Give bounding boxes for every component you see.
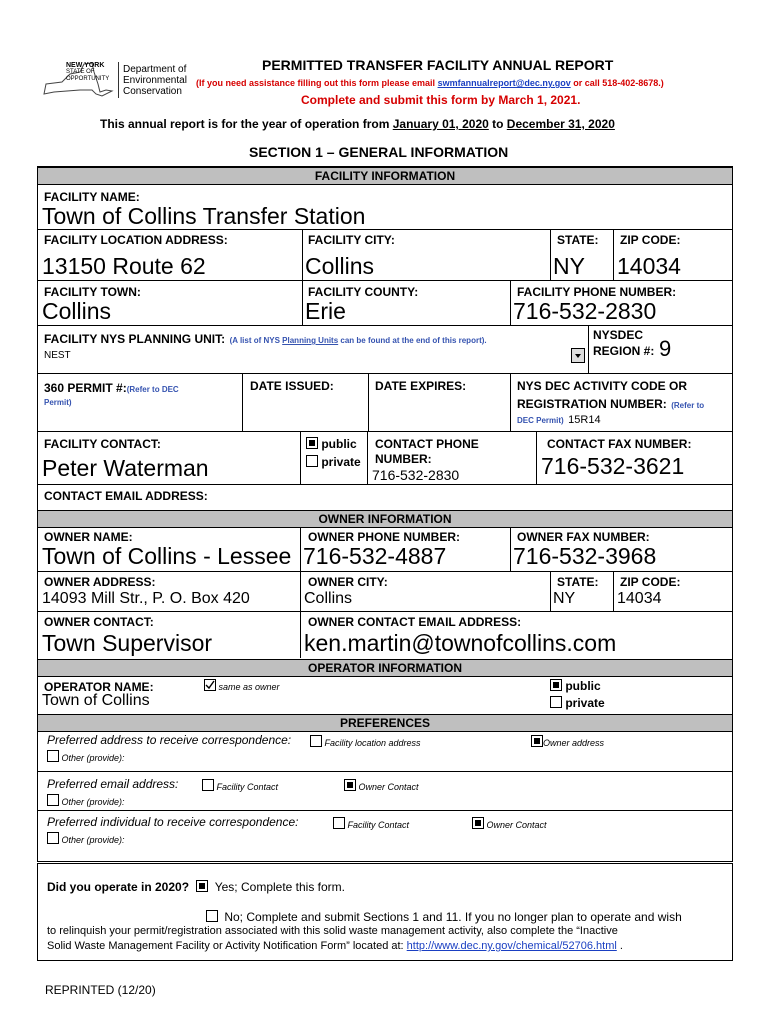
facility-phone-field[interactable]: 716-532-2830 xyxy=(513,298,657,324)
activity-note-1: (Refer to xyxy=(671,401,705,410)
year-from: January 01, 2020 xyxy=(392,117,489,131)
inactive-form-link[interactable]: http://www.dec.ny.gov/chemical/52706.html xyxy=(406,940,617,952)
facility-state-label: STATE: xyxy=(557,233,599,247)
contact-email-label: CONTACT EMAIL ADDRESS: xyxy=(44,489,208,503)
pref-address-other-label: Other (provide): xyxy=(61,753,125,763)
facility-address-field[interactable]: 13150 Route 62 xyxy=(42,253,206,279)
contact-fax-field[interactable]: 716-532-3621 xyxy=(541,453,685,479)
contact-phone-label-2: NUMBER: xyxy=(375,452,432,466)
checkmark-icon xyxy=(205,680,215,690)
permit-number-cell xyxy=(44,379,179,407)
operator-private-checkbox[interactable] xyxy=(550,696,562,708)
permit-number-label: 360 PERMIT #: xyxy=(44,381,127,395)
nys-logo xyxy=(40,58,190,102)
logo-line3: OPPORTUNITY xyxy=(66,76,110,82)
assist-post: or call 518-402-8678.) xyxy=(570,78,664,88)
pref-address-owner-checkbox[interactable] xyxy=(531,735,543,747)
section-title: SECTION 1 – GENERAL INFORMATION xyxy=(249,144,509,160)
public-label: public xyxy=(321,437,357,451)
facility-info-bar: FACILITY INFORMATION xyxy=(38,167,732,185)
pref-individual-facility-label: Facility Contact xyxy=(347,820,410,830)
pref-email-owner-label: Owner Contact xyxy=(358,782,419,792)
facility-zip-field[interactable]: 14034 xyxy=(617,253,681,279)
planning-units-link[interactable]: Planning Units xyxy=(282,336,339,345)
operate-no-line1: No; Complete and submit Sections 1 and 11. If you no longer plan to operate and wish xyxy=(224,910,682,924)
operate-no-line3-pre: Solid Waste Management Facility or Activity Notification Form” located at: xyxy=(47,940,407,952)
activity-note-2: DEC Permit) xyxy=(517,416,564,425)
preferences-bar: PREFERENCES xyxy=(38,714,732,732)
operator-public-checkbox[interactable] xyxy=(550,679,562,691)
same-as-owner-label: same as owner xyxy=(218,682,280,692)
owner-zip-field[interactable]: 14034 xyxy=(617,590,662,607)
operator-private-label: private xyxy=(565,696,605,710)
facility-zip-label: ZIP CODE: xyxy=(620,233,681,247)
facility-contact-field[interactable]: Peter Waterman xyxy=(42,455,209,481)
logo-dept1: Department of xyxy=(123,64,187,75)
dropdown-arrow-icon[interactable] xyxy=(571,348,585,363)
facility-contact-label: FACILITY CONTACT: xyxy=(44,437,161,451)
operate-question-row xyxy=(47,880,345,894)
pref-address-owner-option[interactable] xyxy=(531,735,604,748)
facility-town-field[interactable]: Collins xyxy=(42,298,112,324)
pref-individual-other-checkbox[interactable] xyxy=(47,832,59,844)
logo-dept3: Conservation xyxy=(123,86,182,97)
facility-city-field[interactable]: Collins xyxy=(305,253,375,279)
pref-email-other-label: Other (provide): xyxy=(61,797,125,807)
operate-no-line3-post: . xyxy=(616,940,623,952)
planning-note-pre: (A list of NYS xyxy=(229,336,283,345)
operate-no-line3 xyxy=(47,940,623,952)
operator-name-label: OPERATOR NAME: xyxy=(44,680,154,694)
pref-individual-other-option[interactable] xyxy=(47,832,125,845)
contact-phone-label-1: CONTACT PHONE xyxy=(375,437,479,451)
logo-line2: STATE OF xyxy=(66,69,95,75)
owner-state-label: STATE: xyxy=(557,575,599,589)
facility-state-field[interactable]: NY xyxy=(553,253,585,279)
activity-code-field[interactable]: 15R14 xyxy=(568,414,601,426)
region-label-1: NYSDEC xyxy=(593,328,644,342)
planning-unit-value: NEST xyxy=(44,350,71,361)
planning-unit-label: FACILITY NYS PLANNING UNIT: xyxy=(44,332,226,346)
year-mid: to xyxy=(488,117,507,131)
date-issued-label: DATE ISSUED: xyxy=(250,379,334,393)
pref-email-facility-checkbox[interactable] xyxy=(202,779,214,791)
operate-yes-label: Yes; Complete this form. xyxy=(214,880,346,894)
logo-line1: NEW YORK xyxy=(66,62,105,69)
pref-individual-owner-option[interactable] xyxy=(472,817,547,830)
pref-address-facility-label: Facility location address xyxy=(324,738,421,748)
pref-email-owner-checkbox[interactable] xyxy=(344,779,356,791)
owner-fax-label: OWNER FAX NUMBER: xyxy=(517,530,650,544)
owner-phone-label: OWNER PHONE NUMBER: xyxy=(308,530,460,544)
facility-name-field[interactable]: Town of Collins Transfer Station xyxy=(42,203,366,229)
pref-email-question: Preferred email address: xyxy=(47,777,179,791)
pref-individual-other-label: Other (provide): xyxy=(61,835,125,845)
pref-email-facility-label: Facility Contact xyxy=(216,782,279,792)
operate-no-checkbox[interactable] xyxy=(206,910,218,922)
owner-zip-label: ZIP CODE: xyxy=(620,575,681,589)
pref-address-other-option[interactable] xyxy=(47,750,125,763)
owner-name-field[interactable]: Town of Collins - Lessee xyxy=(42,543,292,569)
report-title: PERMITTED TRANSFER FACILITY ANNUAL REPORT xyxy=(262,57,614,73)
operator-info-bar: OPERATOR INFORMATION xyxy=(38,659,732,677)
facility-county-field[interactable]: Erie xyxy=(305,298,346,324)
operator-private-option[interactable] xyxy=(550,696,605,710)
public-checkbox[interactable] xyxy=(306,437,318,449)
owner-info-bar: OWNER INFORMATION xyxy=(38,510,732,528)
facility-phone-label: FACILITY PHONE NUMBER: xyxy=(517,285,677,299)
contact-private-option[interactable] xyxy=(306,455,361,469)
owner-email-field[interactable]: ken.martin@townofcollins.com xyxy=(304,630,617,656)
region-label-2: REGION #: xyxy=(593,344,655,358)
pref-address-owner-label: Owner address xyxy=(543,738,605,748)
pref-email-owner-option[interactable] xyxy=(344,779,419,792)
operate-no-row xyxy=(206,910,682,924)
pref-address-other-checkbox[interactable] xyxy=(47,750,59,762)
activity-label-2: REGISTRATION NUMBER: xyxy=(517,397,667,411)
date-expires-label: DATE EXPIRES: xyxy=(375,379,467,393)
owner-email-label: OWNER CONTACT EMAIL ADDRESS: xyxy=(308,615,522,629)
contact-phone-field[interactable]: 716-532-2830 xyxy=(372,467,460,483)
operate-question: Did you operate in 2020? xyxy=(47,880,190,894)
operator-public-option[interactable] xyxy=(550,679,601,693)
pref-email-other-option[interactable] xyxy=(47,794,125,807)
assistance-note xyxy=(196,78,664,88)
facility-city-label: FACILITY CITY: xyxy=(308,233,395,247)
pref-email-facility-option[interactable] xyxy=(202,779,278,792)
owner-phone-field[interactable]: 716-532-4887 xyxy=(303,543,447,569)
pref-address-question: Preferred address to receive correspondence: xyxy=(47,733,292,747)
owner-city-label: OWNER CITY: xyxy=(308,575,388,589)
operator-public-label: public xyxy=(565,679,601,693)
permit-note-1: (Refer to DEC xyxy=(126,385,179,394)
owner-contact-label: OWNER CONTACT: xyxy=(44,615,154,629)
pref-individual-owner-checkbox[interactable] xyxy=(472,817,484,829)
activity-code-row xyxy=(517,410,601,428)
owner-fax-field[interactable]: 716-532-3968 xyxy=(513,543,657,569)
owner-contact-field[interactable]: Town Supervisor xyxy=(42,630,213,656)
planning-note-post: can be found at the end of this report). xyxy=(338,336,487,345)
reprint-footer: REPRINTED (12/20) xyxy=(45,983,156,997)
pref-individual-facility-option[interactable] xyxy=(333,817,409,830)
deadline-text: Complete and submit this form by March 1, 2021. xyxy=(301,93,581,107)
pref-address-facility-option[interactable] xyxy=(310,735,421,748)
planning-note xyxy=(230,336,487,345)
same-as-owner-checkbox[interactable] xyxy=(204,679,216,691)
logo-dept2: Environmental xyxy=(123,75,187,86)
year-to: December 31, 2020 xyxy=(506,117,615,131)
private-label: private xyxy=(321,455,361,469)
permit-note-2: Permit) xyxy=(44,398,72,407)
assist-email-link[interactable]: swmfannualreport@dec.ny.gov xyxy=(437,78,571,88)
pref-individual-question: Preferred individual to receive correspondence: xyxy=(47,815,299,829)
pref-individual-owner-label: Owner Contact xyxy=(486,820,547,830)
contact-fax-label: CONTACT FAX NUMBER: xyxy=(547,437,692,451)
report-year-line xyxy=(100,117,615,131)
facility-county-label: FACILITY COUNTY: xyxy=(308,285,419,299)
owner-address-label: OWNER ADDRESS: xyxy=(44,575,156,589)
owner-state-field[interactable]: NY xyxy=(553,590,576,607)
operator-name-field[interactable]: Town of Collins xyxy=(42,692,150,709)
planning-unit-select[interactable] xyxy=(42,346,585,366)
pref-email-other-checkbox[interactable] xyxy=(47,794,59,806)
operate-no-line2: to relinquish your permit/registration associated with this solid waste management activity, also complete the “Inactive xyxy=(47,925,618,937)
facility-address-label: FACILITY LOCATION ADDRESS: xyxy=(44,233,228,247)
activity-label-1: NYS DEC ACTIVITY CODE OR xyxy=(517,379,688,393)
same-as-owner-option[interactable] xyxy=(204,679,280,692)
pref-individual-facility-checkbox[interactable] xyxy=(333,817,345,829)
owner-name-label: OWNER NAME: xyxy=(44,530,133,544)
private-checkbox[interactable] xyxy=(306,455,318,467)
assist-pre: (If you need assistance filling out this form please email xyxy=(196,78,438,88)
year-pre: This annual report is for the year of operation from xyxy=(100,117,393,131)
contact-email-field[interactable] xyxy=(230,486,725,504)
region-field[interactable]: 9 xyxy=(659,336,672,361)
owner-address-field[interactable]: 14093 Mill Str., P. O. Box 420 xyxy=(42,590,250,607)
owner-city-field[interactable]: Collins xyxy=(304,590,353,607)
operate-yes-checkbox[interactable] xyxy=(196,880,208,892)
facility-town-label: FACILITY TOWN: xyxy=(44,285,141,299)
pref-address-facility-checkbox[interactable] xyxy=(310,735,322,747)
contact-public-option[interactable] xyxy=(306,437,357,451)
facility-name-label: FACILITY NAME: xyxy=(44,190,140,204)
